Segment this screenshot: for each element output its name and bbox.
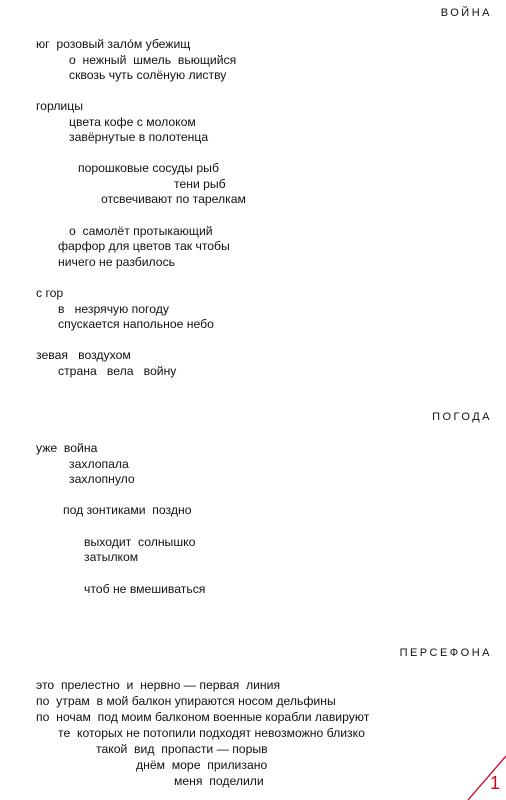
page-number: 1 [489, 773, 500, 793]
poem-line: под зонтиками поздно [63, 503, 192, 517]
poem-line: ничего не разбилось [58, 255, 176, 269]
poem-line: выходит солнышко [84, 535, 196, 549]
poem-line: это прелестно и нервно — первая линия [36, 678, 281, 692]
poem-line: завёрнутые в полотенца [69, 130, 209, 144]
poem-line: тени рыб [174, 177, 226, 191]
poem-line: по ночам под моим балконом военные корабли лавируют [36, 710, 370, 724]
poem-line: фарфор для цветов так чтобы [58, 239, 230, 253]
poem-line: страна вела войну [58, 364, 177, 378]
poem-line: чтоб не вмешиваться [84, 582, 206, 596]
poem-line: затылком [84, 550, 139, 564]
poem-line: меня поделили [174, 774, 264, 788]
poem-line: отсвечивают по тарелкам [101, 192, 246, 206]
poem-line: такой вид пропасти — порыв [96, 742, 268, 756]
poem-line: те которых не потопили подходят невозможно близко [58, 726, 365, 740]
poem-line: порошковые сосуды рыб [78, 161, 219, 175]
poem-line: с гор [36, 286, 64, 300]
poem-line: захлопала [69, 457, 129, 471]
poem-line: горлицы [36, 99, 83, 113]
poem-line: спускается напольное небо [58, 317, 214, 331]
poem-line: днём море прилизано [136, 758, 268, 772]
poem-line: юг розовый зало́м убежищ [36, 37, 191, 51]
poem-line: в незрячую погоду [58, 302, 169, 316]
poem-line: о нежный шмель вьющийся [69, 53, 237, 67]
poem-line: уже война [36, 441, 98, 455]
poem-line: о самолёт протыкающий [69, 224, 213, 238]
poem-line: по утрам в мой балкон упираются носом дельфины [36, 694, 336, 708]
poem-title: ВОЙНА [440, 7, 492, 19]
poem-title: ПЕРСЕФОНА [399, 647, 492, 659]
poem-line: сквозь чуть солёную листву [69, 68, 227, 82]
poem-line: зевая воздухом [36, 348, 131, 362]
poem-line: захлопнуло [69, 472, 135, 486]
poem-title: ПОГОДА [432, 411, 492, 423]
poem-line: цвета кофе с молоком [69, 115, 196, 129]
